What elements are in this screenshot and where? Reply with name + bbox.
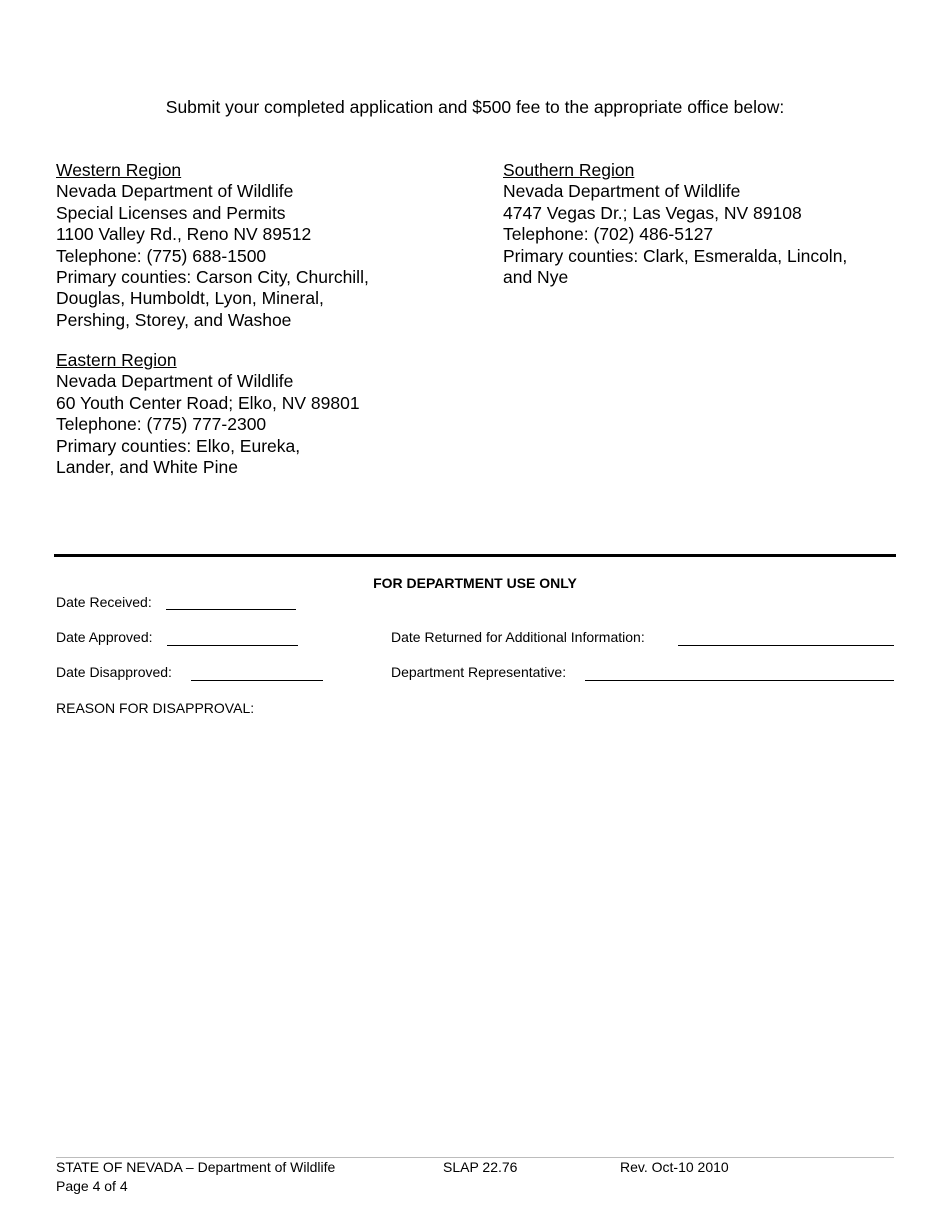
address-line: 4747 Vegas Dr.; Las Vegas, NV 89108 [503,202,802,223]
office-eastern-region [56,350,360,478]
counties-line: Douglas, Humboldt, Lyon, Mineral, [56,288,324,309]
date-approved-field[interactable] [167,645,298,646]
department-use-heading: FOR DEPARTMENT USE ONLY [373,575,577,591]
reason-for-disapproval-label: REASON FOR DISAPPROVAL: [56,700,255,716]
department-representative-label: Department Representative: [391,664,567,680]
telephone-line: Telephone: (775) 777-2300 [56,414,267,435]
date-returned-field[interactable] [678,645,894,646]
region-title: Eastern Region [56,350,177,370]
footer-divider [56,1157,894,1158]
region-title: Southern Region [503,160,635,180]
counties-line: Pershing, Storey, and Washoe [56,309,292,330]
telephone-line: Telephone: (775) 688-1500 [56,245,267,266]
footer-agency: STATE OF NEVADA – Department of Wildlife [56,1159,336,1175]
address-line: 1100 Valley Rd., Reno NV 89512 [56,224,312,245]
counties-line: and Nye [503,267,569,288]
date-received-field[interactable] [166,609,296,610]
section-divider [54,554,896,557]
counties-line: Lander, and White Pine [56,457,238,478]
address-line: Nevada Department of Wildlife [56,371,294,392]
date-returned-label: Date Returned for Additional Information: [391,629,645,645]
address-line: Nevada Department of Wildlife [56,181,294,202]
address-line: 60 Youth Center Road; Elko, NV 89801 [56,392,360,413]
date-received-label: Date Received: [56,594,152,610]
address-line: Special Licenses and Permits [56,202,286,223]
telephone-line: Telephone: (702) 486-5127 [503,224,714,245]
footer-form-number: SLAP 22.76 [443,1159,518,1175]
footer-page-number: Page 4 of 4 [56,1178,128,1194]
region-title: Western Region [56,160,182,180]
office-southern-region [503,160,847,288]
counties-line: Primary counties: Elko, Eureka, [56,435,301,456]
counties-line: Primary counties: Clark, Esmeralda, Lincoln, [503,245,848,266]
date-disapproved-label: Date Disapproved: [56,664,172,680]
office-western-region [56,160,369,331]
date-disapproved-field[interactable] [191,680,323,681]
submission-instructions: Submit your completed application and $500 fee to the appropriate office below: [165,97,785,117]
counties-line: Primary counties: Carson City, Churchill, [56,267,369,288]
department-representative-field[interactable] [585,680,894,681]
address-line: Nevada Department of Wildlife [503,181,741,202]
footer-revision: Rev. Oct-10 2010 [620,1159,729,1175]
date-approved-label: Date Approved: [56,629,153,645]
